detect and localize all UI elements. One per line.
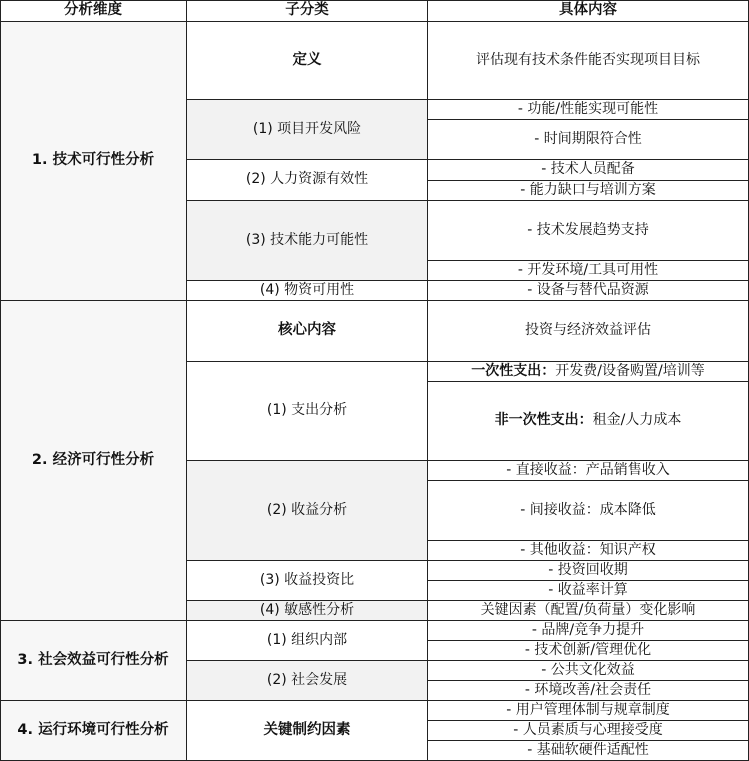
subcategory-cell: (1) 组织内部 — [187, 621, 428, 661]
content-item: - 设备与替代品资源 — [428, 281, 749, 301]
content-item — [428, 362, 749, 382]
content-item-text: 租金/人力成本 — [592, 412, 682, 429]
subcategory-cell: (1) 项目开发风险 — [187, 100, 428, 160]
dimension-cell: 4. 运行环境可行性分析 — [0, 701, 187, 761]
subcategory-cell: (4) 敏感性分析 — [187, 601, 428, 621]
content-item: - 收益率计算 — [428, 581, 749, 601]
subcategory-cell: (4) 物资可用性 — [187, 281, 428, 301]
content-item: - 直接收益：产品销售收入 — [428, 461, 749, 481]
content-item — [428, 382, 749, 461]
content-item: - 投资回收期 — [428, 561, 749, 581]
header-content: 具体内容 — [428, 0, 749, 22]
content-item: - 技术创新/管理优化 — [428, 641, 749, 661]
subcategory-cell: 核心内容 — [187, 301, 428, 362]
content-item-label: 一次性支出： — [471, 362, 556, 379]
dimension-cell: 2. 经济可行性分析 — [0, 301, 187, 621]
subcategory-cell: (2) 收益分析 — [187, 461, 428, 561]
content-item: - 基础软硬件适配性 — [428, 741, 749, 761]
content-item: - 人员素质与心理接受度 — [428, 721, 749, 741]
content-item: - 功能/性能实现可能性 — [428, 100, 749, 120]
content-item: - 间接收益：成本降低 — [428, 481, 749, 541]
content-item: - 其他收益：知识产权 — [428, 541, 749, 561]
subcategory-cell: (1) 支出分析 — [187, 362, 428, 461]
content-item: 投资与经济效益评估 — [428, 301, 749, 362]
content-item: - 时间期限符合性 — [428, 120, 749, 160]
content-item: - 技术人员配备 — [428, 160, 749, 181]
subcategory-cell: (2) 社会发展 — [187, 661, 428, 701]
content-item-text: 开发费/设备购置/培训等 — [555, 362, 705, 379]
subcategory-cell: 定义 — [187, 22, 428, 100]
content-item: - 技术发展趋势支持 — [428, 201, 749, 261]
content-item: - 品牌/竞争力提升 — [428, 621, 749, 641]
header-dimension: 分析维度 — [0, 0, 187, 22]
subcategory-cell: 关键制约因素 — [187, 701, 428, 761]
subcategory-cell: (3) 收益投资比 — [187, 561, 428, 601]
content-item: 关键因素（配置/负荷量）变化影响 — [428, 601, 749, 621]
subcategory-cell: (2) 人力资源有效性 — [187, 160, 428, 201]
content-item: - 环境改善/社会责任 — [428, 681, 749, 701]
content-item: - 开发环境/工具可用性 — [428, 261, 749, 281]
content-item: 评估现有技术条件能否实现项目目标 — [428, 22, 749, 100]
content-item: - 公共文化效益 — [428, 661, 749, 681]
content-item-label: 非一次性支出： — [494, 412, 593, 429]
header-subcategory: 子分类 — [187, 0, 428, 22]
content-item: - 用户管理体制与规章制度 — [428, 701, 749, 721]
content-item: - 能力缺口与培训方案 — [428, 181, 749, 201]
dimension-cell: 1. 技术可行性分析 — [0, 22, 187, 301]
dimension-cell: 3. 社会效益可行性分析 — [0, 621, 187, 701]
subcategory-cell: (3) 技术能力可能性 — [187, 201, 428, 281]
